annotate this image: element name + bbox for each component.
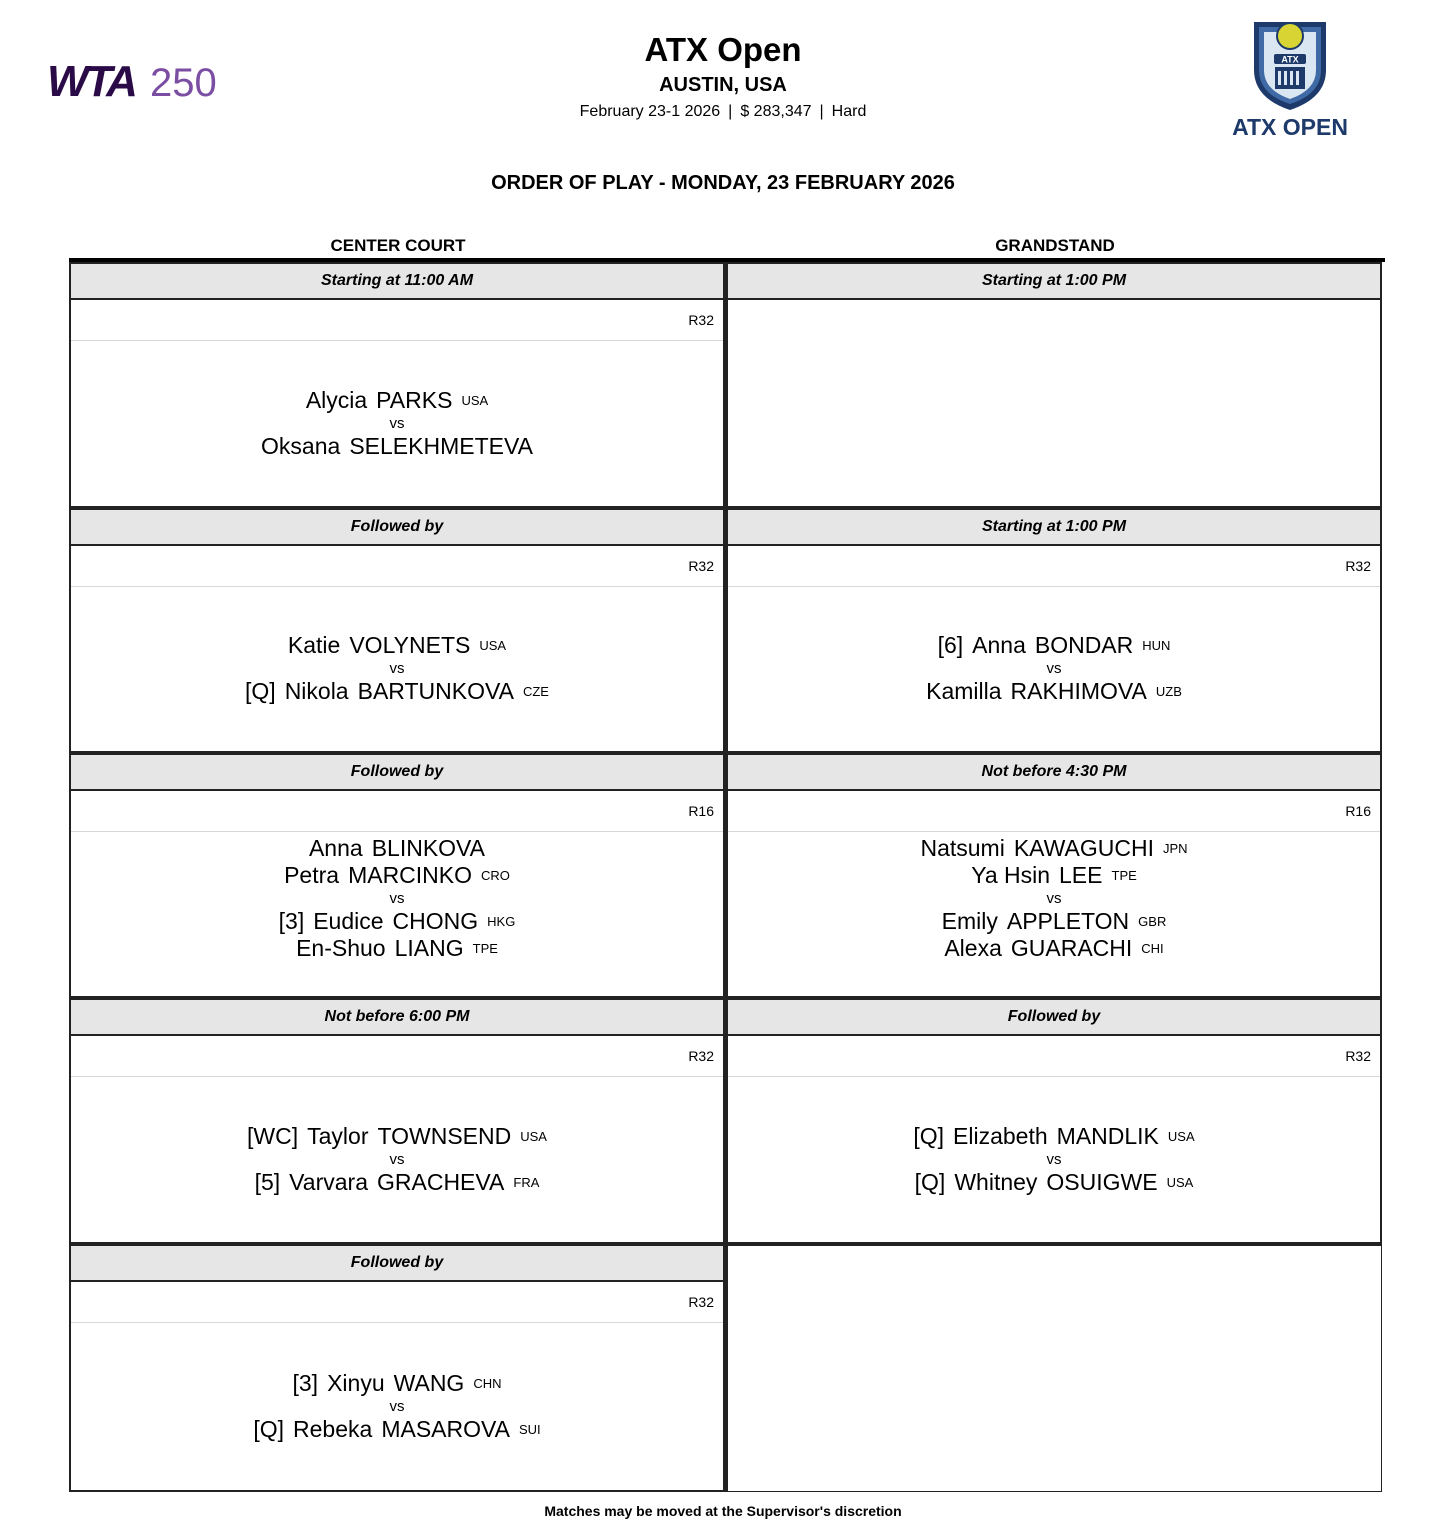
player-entry [255, 1169, 540, 1196]
player-entry [920, 835, 1187, 862]
versus-label: vs [389, 1397, 405, 1415]
round-label: R32 [1345, 1048, 1371, 1064]
player-first-name: Emily [941, 908, 998, 934]
player-first-name: En-Shuo [296, 935, 386, 961]
player-seed: [3] [292, 1369, 319, 1396]
player-first-name: Alexa [944, 935, 1002, 961]
match-slot [726, 753, 1382, 998]
player-last-name: MASAROVA [381, 1415, 510, 1442]
player-first-name: Ya Hsin [971, 862, 1051, 888]
match-slot [726, 998, 1382, 1244]
player-last-name: GUARACHI [1010, 935, 1133, 961]
match-slot [69, 508, 725, 753]
round-row [71, 791, 723, 832]
versus-label: vs [389, 660, 405, 677]
player-seed: [5] [254, 1168, 281, 1195]
round-row [728, 1036, 1380, 1077]
slot-start-time: Starting at 1:00 PM [728, 262, 1380, 300]
player-nationality: USA [1167, 1128, 1195, 1144]
svg-text:WTA: WTA [47, 57, 135, 106]
player-last-name: CHONG [392, 908, 479, 934]
player-last-name: RAKHIMOVA [1010, 678, 1147, 704]
player-nationality: CRO [481, 868, 510, 883]
match-slot [69, 998, 725, 1244]
player-first-name: Varvara [289, 1168, 368, 1195]
slot-start-time: Followed by [728, 998, 1380, 1036]
slot-start-time: Starting at 11:00 AM [71, 262, 723, 300]
player-first-name: Elizabeth [953, 1122, 1048, 1149]
tournament-location: AUSTIN, USA [659, 74, 787, 96]
player-last-name: BARTUNKOVA [357, 678, 514, 704]
column-divider [725, 262, 728, 1492]
order-of-play-title: ORDER OF PLAY - MONDAY, 23 FEBRUARY 2026 [491, 172, 955, 194]
slot-start-time: Not before 4:30 PM [728, 753, 1380, 791]
player-seed: [Q] [913, 1122, 945, 1149]
player-entry [247, 1123, 547, 1150]
match-slot [726, 508, 1382, 753]
court-name-grandstand: GRANDSTAND [995, 236, 1115, 255]
player-last-name: MANDLIK [1056, 1122, 1159, 1149]
round-row [71, 1282, 723, 1323]
player-nationality: UZB [1155, 684, 1182, 699]
round-label: R32 [688, 312, 714, 328]
player-entry [261, 433, 533, 460]
player-entry [926, 678, 1182, 705]
player-first-name: Kamilla [926, 678, 1002, 704]
player-last-name: BONDAR [1034, 632, 1134, 658]
player-entry [971, 862, 1137, 889]
atx-shield-icon [1254, 22, 1326, 110]
player-nationality: USA [479, 638, 507, 653]
doubles-match [728, 831, 1380, 996]
singles-match [71, 586, 723, 751]
tournament-surface: Hard [831, 103, 867, 120]
player-first-name: Taylor [307, 1122, 369, 1149]
player-first-name: Nikola [284, 678, 349, 704]
match-slot [69, 1244, 725, 1492]
player-nationality: TPE [1111, 868, 1137, 883]
versus-label: vs [1046, 890, 1062, 907]
singles-match [71, 340, 723, 506]
player-seed: [6] [937, 632, 964, 658]
player-nationality: JPN [1162, 841, 1188, 856]
footer-note: Matches may be moved at the Supervisor's discretion [544, 1503, 902, 1519]
player-last-name: OSUIGWE [1046, 1168, 1158, 1195]
player-last-name: BLINKOVA [371, 835, 486, 861]
slot-start-time: Followed by [71, 508, 723, 546]
round-row [71, 300, 723, 341]
player-first-name: Eudice [313, 908, 384, 934]
player-seed: [Q] [253, 1415, 285, 1442]
player-nationality: GBR [1138, 914, 1167, 929]
versus-label: vs [1046, 1150, 1062, 1168]
atx-open-logo [1212, 12, 1368, 142]
round-row [71, 1036, 723, 1077]
round-row [728, 791, 1380, 832]
court-name-center: CENTER COURT [330, 236, 466, 255]
player-first-name: Whitney [954, 1168, 1038, 1195]
player-last-name: PARKS [376, 386, 453, 413]
player-first-name: Petra [284, 862, 340, 888]
player-seed: [Q] [914, 1168, 946, 1195]
player-last-name: MARCINKO [348, 862, 473, 888]
match-slot [726, 1244, 1382, 1492]
player-entry [944, 935, 1163, 962]
player-last-name: LIANG [394, 935, 464, 961]
singles-match [728, 586, 1380, 751]
player-entry [253, 1416, 540, 1443]
match-slot [69, 262, 725, 508]
player-first-name: Rebeka [293, 1415, 373, 1442]
slot-start-time: Followed by [71, 753, 723, 791]
slot-start-time: Not before 6:00 PM [71, 998, 723, 1036]
player-seed: [Q] [245, 678, 276, 704]
match-slot [69, 753, 725, 998]
round-label: R32 [688, 558, 714, 574]
player-entry [296, 935, 498, 962]
player-seed: [3] [278, 908, 305, 934]
player-nationality: HUN [1142, 638, 1171, 653]
player-last-name: APPLETON [1006, 908, 1130, 934]
player-first-name: Katie [287, 632, 341, 658]
versus-label: vs [389, 414, 405, 432]
tournament-title: ATX Open [644, 31, 802, 68]
singles-match [71, 1076, 723, 1242]
player-last-name: KAWAGUCHI [1013, 835, 1154, 861]
tournament-prize: $ 283,347 [740, 103, 812, 120]
player-first-name: Anna [308, 835, 363, 861]
round-label: R32 [688, 1048, 714, 1064]
player-entry [245, 678, 549, 705]
player-entry [942, 908, 1167, 935]
player-entry [306, 387, 488, 414]
player-nationality: USA [461, 392, 489, 408]
slot-start-time: Followed by [71, 1244, 723, 1282]
player-nationality: CHI [1141, 941, 1164, 956]
versus-label: vs [389, 890, 405, 907]
player-entry [938, 632, 1171, 659]
match-slot [726, 262, 1382, 508]
player-nationality: FRA [513, 1174, 540, 1190]
singles-match [728, 1076, 1380, 1242]
tournament-dates: February 23-1 2026 [579, 103, 721, 120]
player-last-name: WANG [393, 1369, 465, 1396]
player-first-name: Oksana [261, 432, 341, 459]
player-first-name: Natsumi [920, 835, 1005, 861]
versus-label: vs [389, 1150, 405, 1168]
player-nationality: SUI [518, 1421, 541, 1437]
player-nationality: CHN [473, 1375, 502, 1391]
player-last-name: VOLYNETS [349, 632, 471, 658]
doubles-match [71, 831, 723, 996]
singles-match [71, 1322, 723, 1490]
svg-text:250: 250 [150, 61, 217, 105]
player-nationality: USA [520, 1128, 547, 1144]
versus-label: vs [1046, 660, 1062, 677]
round-label: R16 [688, 803, 714, 819]
tournament-info: February 23-1 2026 | $ 283,347 | Hard [579, 103, 867, 120]
round-label: R32 [1345, 558, 1371, 574]
player-last-name: TOWNSEND [377, 1122, 512, 1149]
round-label: R32 [688, 1294, 714, 1310]
player-nationality: HKG [487, 914, 516, 929]
player-last-name: LEE [1059, 862, 1103, 888]
player-nationality: USA [1166, 1174, 1194, 1190]
player-first-name: Xinyu [327, 1369, 385, 1396]
player-entry [288, 632, 506, 659]
player-nationality: CZE [522, 684, 549, 699]
player-nationality: TPE [472, 941, 498, 956]
player-seed: [WC] [247, 1122, 299, 1149]
player-entry [309, 835, 485, 862]
player-entry [913, 1123, 1194, 1150]
atx-open-wordmark: ATX OPEN [1232, 114, 1348, 140]
player-entry [915, 1169, 1194, 1196]
svg-text:ATX: ATX [1281, 54, 1299, 65]
round-row [71, 546, 723, 587]
player-last-name: GRACHEVA [377, 1168, 505, 1195]
round-row [728, 546, 1380, 587]
player-first-name: Alycia [305, 386, 368, 413]
player-last-name: SELEKHMETEVA [349, 432, 533, 459]
player-entry [279, 908, 516, 935]
player-first-name: Anna [972, 632, 1026, 658]
slot-start-time: Starting at 1:00 PM [728, 508, 1380, 546]
player-entry [284, 862, 510, 889]
round-label: R16 [1345, 803, 1371, 819]
player-entry [293, 1370, 502, 1397]
